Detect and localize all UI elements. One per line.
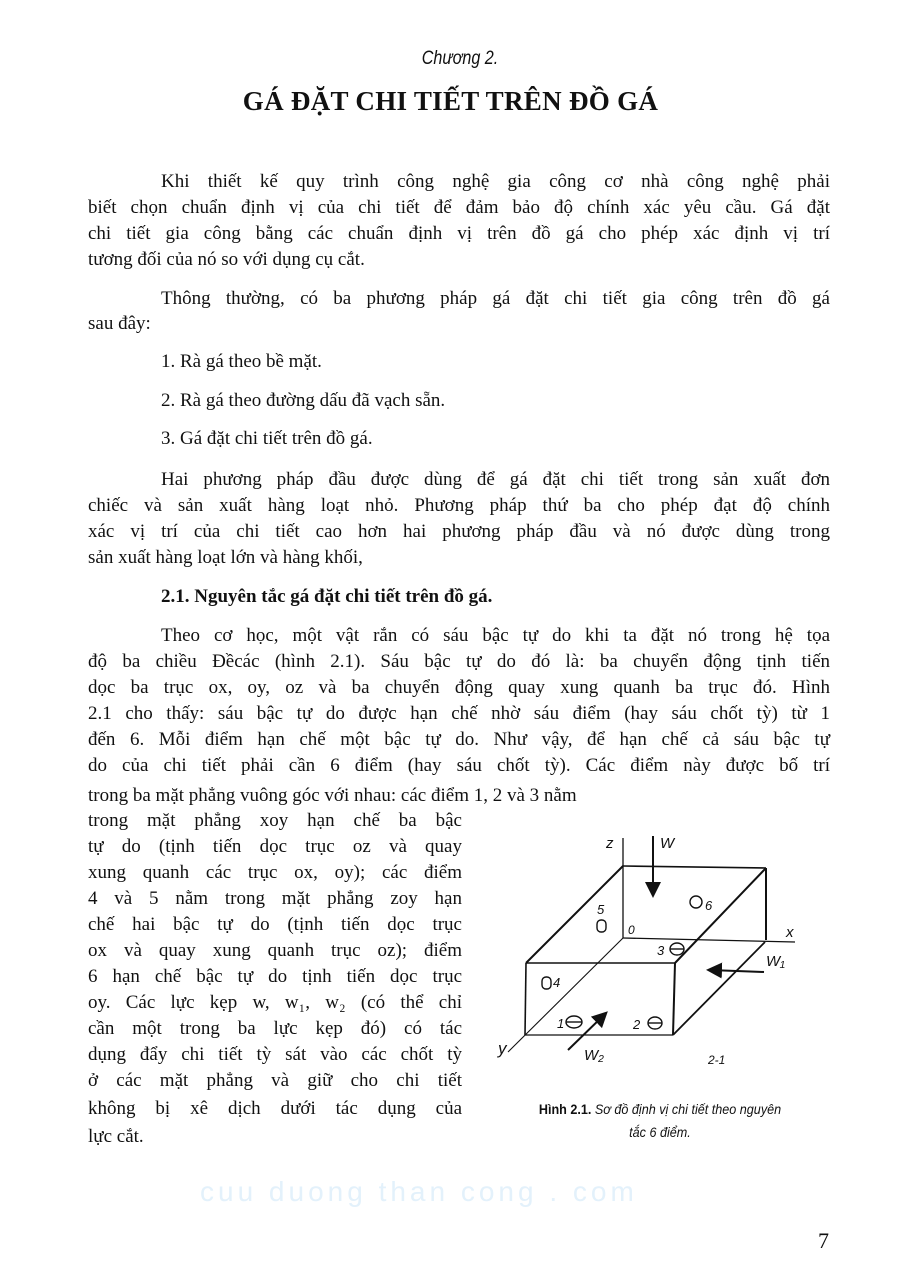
text-line: do của chi tiết phải cần 6 điểm (hay sáu chốt tỳ). Các điểm này được bố trí: [88, 755, 830, 776]
box-outline: [508, 838, 795, 1052]
text-line: Theo cơ học, một vật rắn có sáu bậc tự do khi ta đặt nó trong hệ tọa: [161, 625, 830, 646]
caption-label: Hình 2.1.: [538, 1101, 592, 1117]
text-line: oy. Các lực kẹp w, w₁, w₂ (có thể chỉ: [88, 992, 462, 1013]
text-line: tương đối của nó so với dụng cụ cắt.: [88, 249, 365, 270]
text-line: không bị xê dịch dưới tác dụng của: [88, 1098, 462, 1119]
text-line: 4 và 5 nằm trong mặt phẳng zoy hạn: [88, 888, 462, 909]
text-line: sau đây:: [88, 313, 151, 334]
label-origin: 0: [628, 923, 635, 937]
label-point-6: 6: [705, 898, 713, 913]
caption-text: Sơ đồ định vị chi tiết theo nguyên: [594, 1101, 782, 1117]
figure-code: 2-1: [708, 1053, 726, 1067]
page-number: 7: [818, 1228, 829, 1253]
text-line: dụng đẩy chi tiết tỳ sát vào các chốt tỳ: [88, 1044, 462, 1065]
text-line: biết chọn chuẩn định vị của chi tiết để đảm bảo độ chính xác yêu cầu. Gá đặt: [88, 197, 830, 218]
label-w: W: [660, 835, 675, 852]
label-point-1: 1: [557, 1016, 565, 1031]
text-line: ox và quay xung quanh trục oz); điểm: [88, 940, 462, 961]
pin-4-icon: [542, 977, 551, 989]
pin-6-icon: [690, 896, 702, 908]
label-w2: W₂: [584, 1047, 604, 1064]
text-line: 2.1 cho thấy: sáu bậc tự do được hạn chế nhờ sáu điểm (hay sáu chốt tỳ) từ 1: [88, 703, 830, 724]
text-line: chế hai bậc tự do (tịnh tiến dọc trục: [88, 914, 462, 935]
figure-caption: [498, 1098, 822, 1144]
label-point-4: 4: [553, 975, 561, 990]
text-line: xung quanh các trục ox, oy); các điểm: [88, 862, 462, 883]
text-line: cần một trong ba lực kẹp đó) có tác: [88, 1018, 462, 1039]
text-line: dọc ba trục ox, oy, oz và ba chuyển động quay xung quanh ba trục đó. Hình: [88, 677, 830, 698]
arrow-w1: [710, 970, 764, 972]
label-w1: W₁: [766, 953, 785, 970]
page-title: GÁ ĐẶT CHI TIẾT TRÊN ĐỒ GÁ: [242, 86, 659, 116]
text-line: Hai phương pháp đầu được dùng để gá đặt chi tiết trong sản xuất đơn: [161, 469, 830, 490]
caption-text-2: tắc 6 điểm.: [629, 1124, 691, 1140]
label-point-3: 3: [657, 943, 665, 958]
arrow-w2: [568, 1014, 605, 1050]
text-line: trong mặt phẳng xoy hạn chế ba bậc: [88, 810, 462, 831]
text-line: chiếc và sản xuất hàng loạt nhỏ. Phương pháp thứ ba cho phép đạt độ chính: [88, 495, 830, 516]
list-item: 2. Rà gá theo đường dấu đã vạch sẵn.: [161, 390, 446, 411]
text-line: đến 6. Mỗi điểm hạn chế một bậc tự do. Như vậy, để hạn chế cả sáu bậc tự: [88, 729, 830, 750]
watermark: cuu duong than cong . com: [200, 1176, 638, 1207]
chapter-label: Chương 2.: [421, 48, 499, 69]
text-line: Khi thiết kế quy trình công nghệ gia công cơ nhà công nghệ phải: [161, 171, 830, 192]
text-line: độ ba chiều Đềcác (hình 2.1). Sáu bậc tự do đó là: ba chuyển động tịnh tiến: [88, 651, 830, 672]
label-y: y: [498, 1039, 507, 1058]
text-line: 6 hạn chế bậc tự do tịnh tiến dọc trục: [88, 966, 462, 987]
text-line: lực cắt.: [88, 1126, 144, 1147]
text-line: tự do (tịnh tiến dọc trục oz và quay: [88, 836, 462, 857]
text-line: chi tiết gia công bằng các chuẩn định vị trên đồ gá cho phép xác định vị trí: [88, 223, 830, 244]
label-x: x: [786, 924, 794, 941]
text-line: Thông thường, có ba phương pháp gá đặt chi tiết gia công trên đồ gá: [161, 288, 830, 309]
list-item: 1. Rà gá theo bề mặt.: [161, 351, 322, 372]
text-line: trong ba mặt phẳng vuông góc với nhau: các điểm 1, 2 và 3 nằm: [88, 785, 577, 806]
text-line: sản xuất hàng loạt lớn và hàng khối,: [88, 547, 363, 568]
text-line: ở các mặt phẳng và giữ cho chi tiết: [88, 1070, 462, 1091]
label-point-2: 2: [633, 1017, 641, 1032]
label-point-5: 5: [597, 902, 605, 917]
text-line: xác vị trí của chi tiết cao hơn hai phương pháp đầu và nó được dùng trong: [88, 521, 830, 542]
section-heading: 2.1. Nguyên tắc gá đặt chi tiết trên đồ gá.: [161, 586, 493, 607]
list-item: 3. Gá đặt chi tiết trên đồ gá.: [161, 428, 373, 449]
pin-5-icon: [597, 920, 606, 932]
label-z: z: [606, 835, 614, 852]
